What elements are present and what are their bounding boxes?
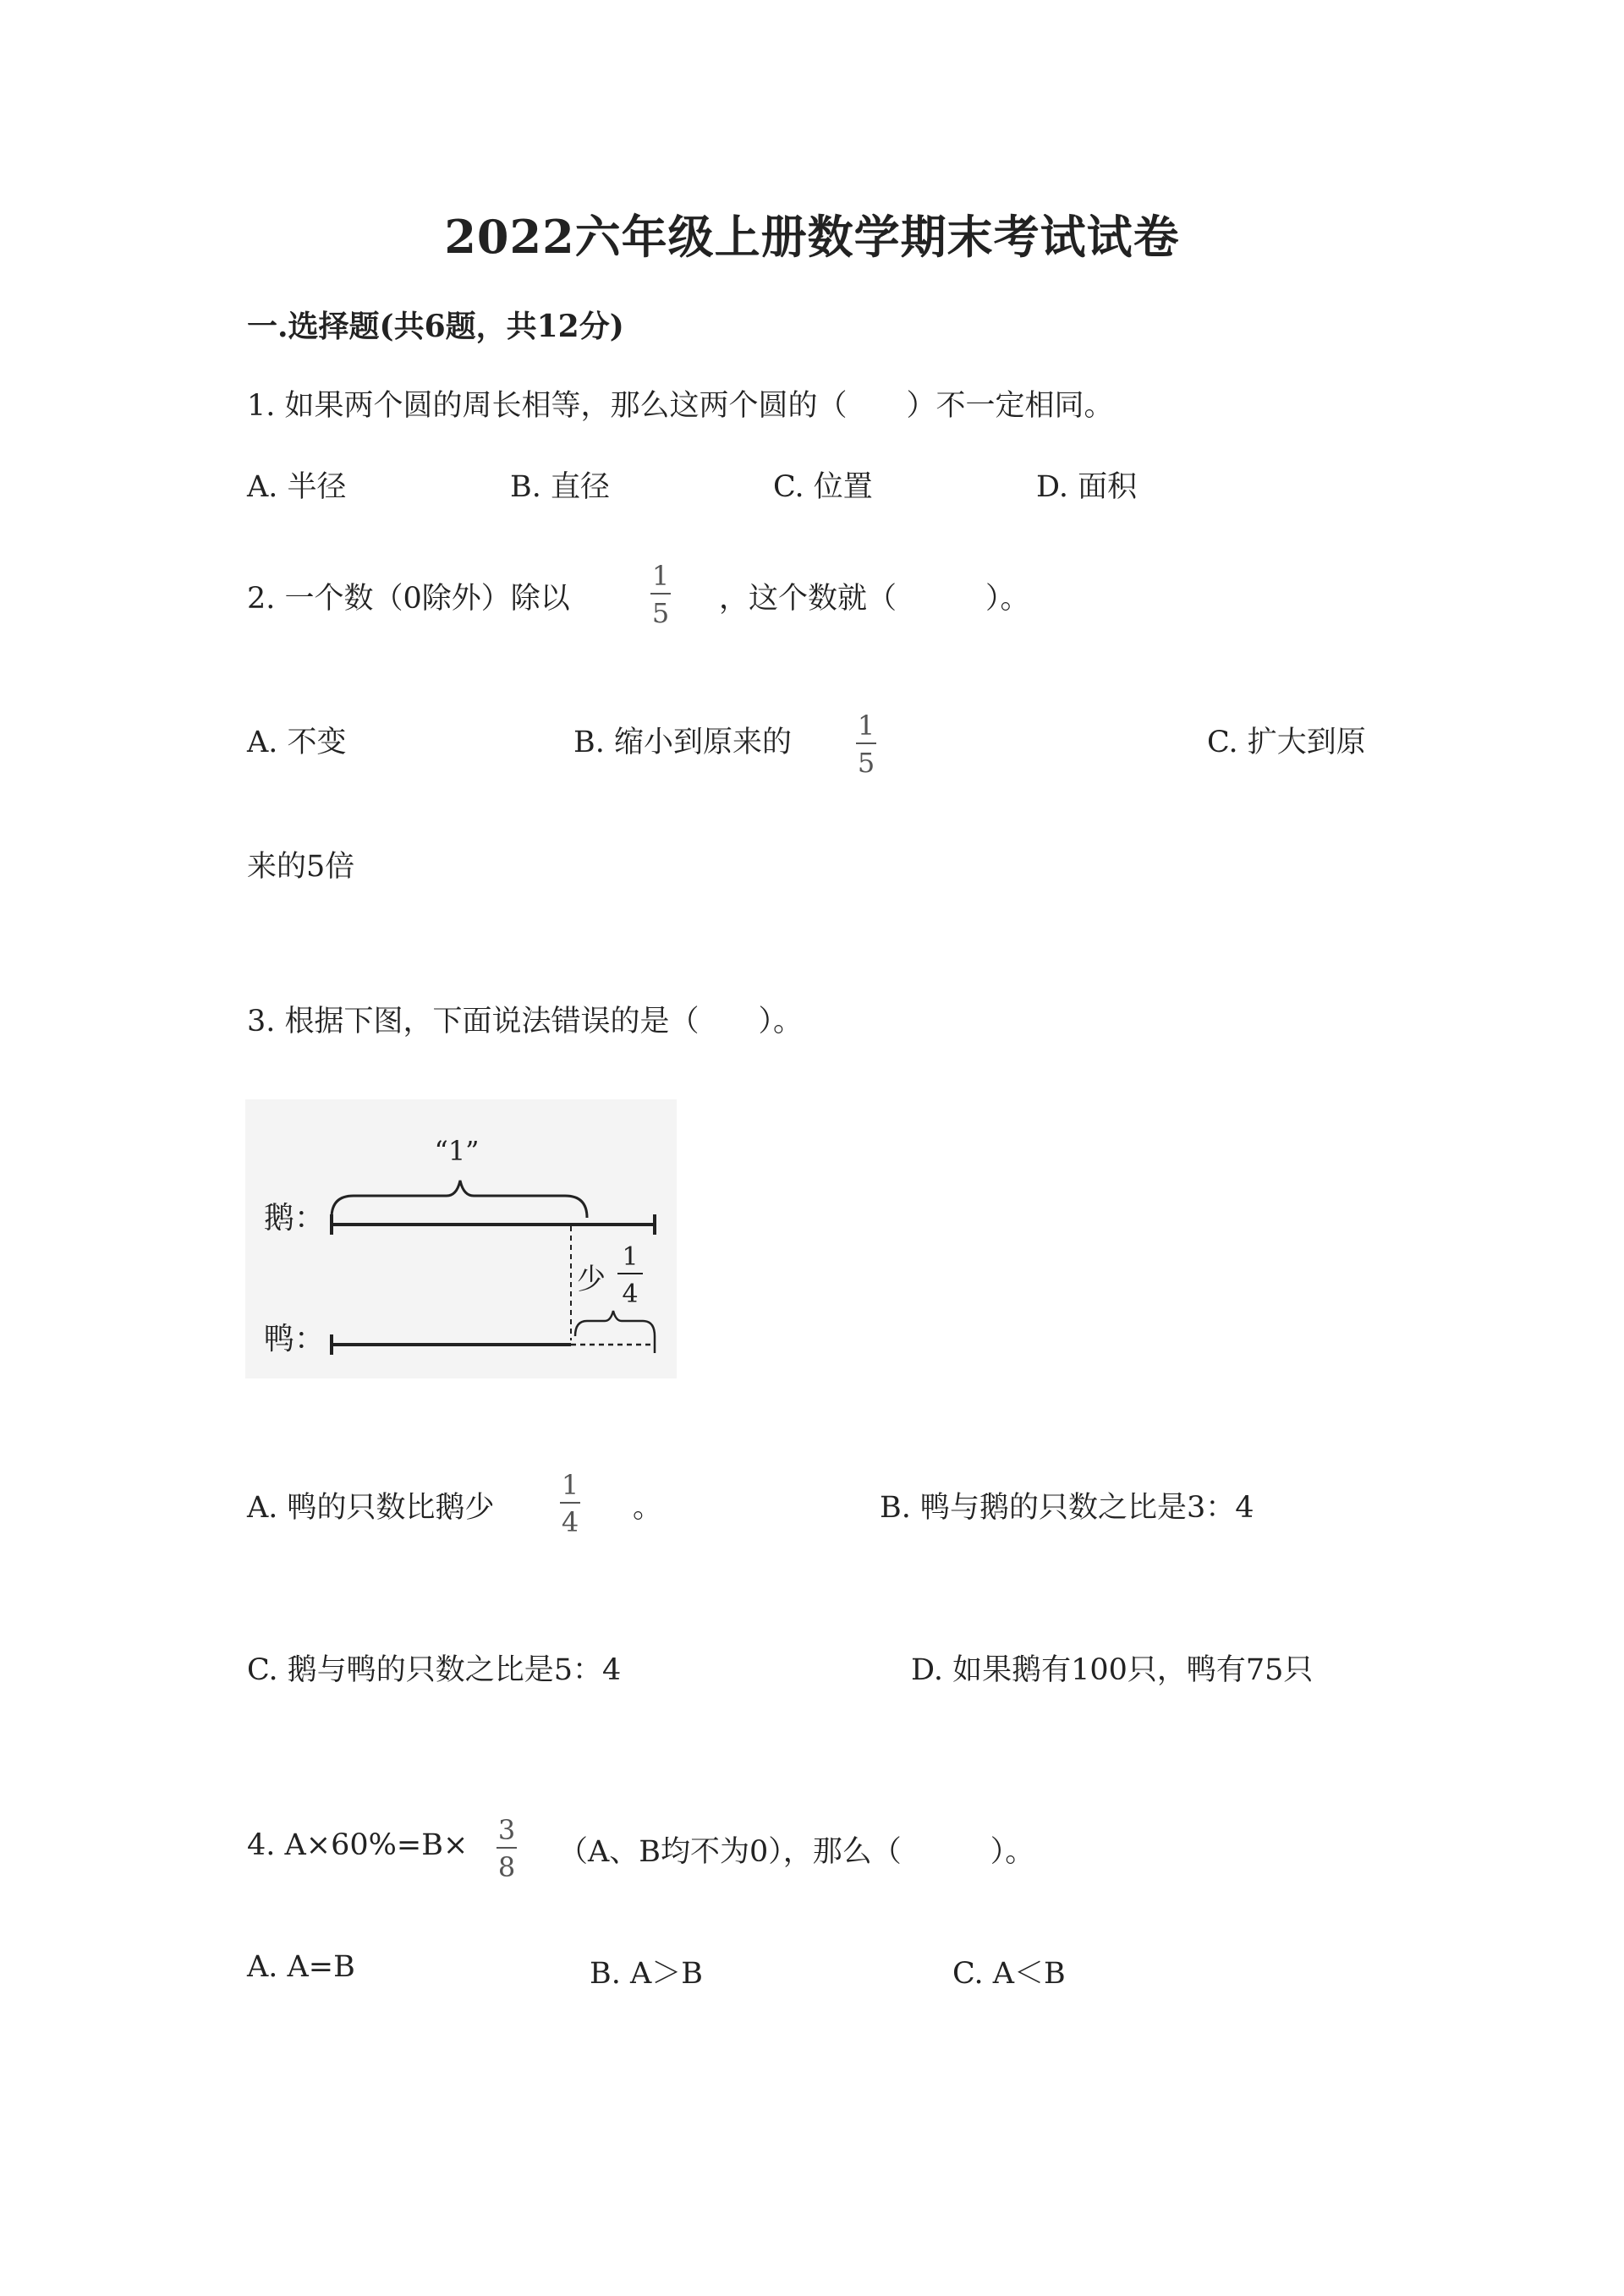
diagram-fraction-numerator: 1 — [622, 1242, 639, 1272]
question-3-option-a: A. 鸭的只数比鹅少 — [247, 1491, 495, 1525]
question-3-option-c: C. 鹅与鸭的只数之比是5：4 — [247, 1653, 622, 1687]
question-2-option-c-continued: 来的5倍 — [247, 850, 355, 884]
question-3-option-a-fraction — [557, 1471, 583, 1536]
page-title: 2022六年级上册数学期末考试试卷 — [444, 210, 1180, 264]
question-4-stem-end: （A、B均不为0），那么（ ）。 — [558, 1835, 1035, 1869]
fraction-denominator: 8 — [497, 1851, 516, 1883]
question-1-option-c: C. 位置 — [773, 470, 873, 504]
question-2-option-b-fraction — [853, 710, 879, 779]
question-2-option-c: C. 扩大到原 — [1207, 726, 1366, 759]
question-1-option-d: D. 面积 — [1036, 470, 1138, 504]
question-4-option-b: B. A＞B — [590, 1957, 703, 1991]
question-4-fraction — [494, 1814, 519, 1883]
fraction-denominator: 5 — [651, 597, 670, 629]
question-1-stem: 1. 如果两个圆的周长相等，那么这两个圆的（ ）不一定相同。 — [247, 389, 1114, 423]
question-2-option-a: A. 不变 — [247, 726, 347, 759]
diagram-whole-label: “1” — [434, 1135, 480, 1167]
question-2-option-b: B. 缩小到原来的 — [573, 726, 792, 759]
question-4-option-c: C. A＜B — [952, 1957, 1066, 1991]
question-4-stem-start: 4. A×60%=B× — [247, 1828, 469, 1862]
question-2-fraction — [648, 562, 673, 627]
fraction-numerator: 1 — [561, 1469, 579, 1501]
fraction-numerator: 3 — [497, 1814, 516, 1846]
section-heading: 一.选择题(共6题，共12分) — [247, 309, 624, 344]
fraction-numerator: 1 — [651, 560, 670, 592]
question-1-option-b: B. 直径 — [510, 470, 610, 504]
question-2-stem-end: ，这个数就（ ）。 — [719, 582, 1030, 616]
question-2-stem-start: 2. 一个数（0除外）除以 — [247, 582, 570, 616]
question-1-option-a: A. 半径 — [247, 470, 347, 504]
duck-label: 鸭： — [264, 1322, 326, 1356]
question-3-stem: 3. 根据下图，下面说法错误的是（ ）。 — [247, 1005, 804, 1038]
question-3-option-b: B. 鸭与鹅的只数之比是3：4 — [880, 1491, 1254, 1525]
diagram-fraction-denominator: 4 — [622, 1280, 639, 1309]
question-3-option-a-end: 。 — [633, 1491, 663, 1525]
goose-duck-diagram — [245, 1099, 677, 1378]
question-4-option-a: A. A=B — [247, 1950, 355, 1984]
fraction-numerator: 1 — [857, 710, 875, 742]
fraction-denominator: 4 — [561, 1506, 579, 1538]
question-3-option-d: D. 如果鹅有100只，鸭有75只 — [911, 1653, 1314, 1687]
fraction-denominator: 5 — [857, 747, 875, 779]
diagram-less-label: 少 — [577, 1263, 606, 1296]
goose-label: 鹅： — [264, 1201, 326, 1236]
